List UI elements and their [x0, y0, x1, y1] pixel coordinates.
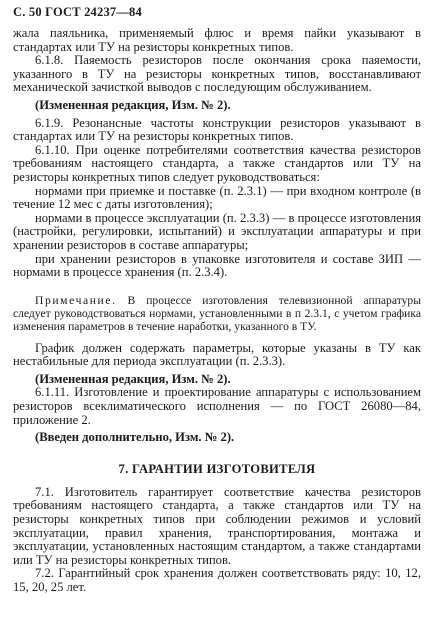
- paragraph-6-1-10: 6.1.10. При оценке потребителями соответствия качества резисторов требованиям настоящего стандарта, а также стандартов или ТУ на резисторы конкретных типов следует руководствоваться:: [13, 142, 421, 184]
- section-7-title: 7. ГАРАНТИИ ИЗГОТОВИТЕЛЯ: [118, 461, 316, 476]
- list-item-storage-norms: при хранении резисторов в упаковке изготовителя и составе ЗИП — нормами в процессе хранения (п. 2.3.4).: [13, 251, 421, 280]
- paragraph-graph: График должен содержать параметры, которые указаны в ТУ как нестабильные для периода эксплуатации (п. 2.3.3).: [13, 340, 421, 369]
- paragraph-7-1: 7.1. Изготовитель гарантирует соответствие качества резисторов требованиям настоящего стандарта, а также стандартов или ТУ на резисторы конкретных типов при соблюдении режимов и условий эксплуатации, правил хранения, транспортирования, монтажа и эксплуатации, установленных настоящим стандартом, а также стандартами или ТУ на резисторы конкретных типов.: [13, 484, 421, 567]
- note-text: В процессе изготовления телевизионной аппаратуры следует руководствоваться нормами, установленными в п 2.3.1, с учетом графика изменения параметров в течение наработки, указанного в ТУ.: [13, 293, 421, 333]
- document-page: [13, 5, 421, 595]
- list-item-operation-norms: нормами в процессе эксплуатации (п. 2.3.3) — в процессе изготовления (настройки, регулировки, испытаний) и эксплуатации аппаратуры и при хранении резисторов в составе аппаратуры;: [13, 210, 421, 252]
- page-header: С. 50 ГОСТ 24237—84: [13, 5, 142, 19]
- list-item-acceptance-norms: нормами при приемке и поставке (п. 2.3.1) — при входном контроле (в течение 12 мес с даты изготовления);: [13, 183, 421, 212]
- paragraph-6-1-11: 6.1.11. Изготовление и проектирование аппаратуры с использованием резисторов всеклиматического исполнения — по ГОСТ 26080—84, приложение 2.: [13, 385, 421, 427]
- edit-note-1: (Измененная редакция, Изм. № 2).: [35, 97, 231, 112]
- paragraph-6-1-9: 6.1.9. Резонансные частоты конструкции резисторов указывают в стандартах или ТУ на резисторы конкретных типов.: [13, 115, 421, 144]
- paragraph-7-2: 7.2. Гарантийный срок хранения должен соответствовать ряду: 10, 12, 15, 20, 25 лет.: [13, 566, 421, 594]
- paragraph-6-1-8: 6.1.8. Паяемость резисторов после окончания срока паяемости, указанного в ТУ на резисторы конкретных типов, восстанавливают механической зачисткой выводов с последующим обслуживанием.: [13, 53, 421, 95]
- note-label: Примечание.: [35, 293, 117, 307]
- note-block: [13, 294, 421, 333]
- edit-note-2: (Измененная редакция, Изм. № 2).: [35, 371, 231, 386]
- added-note: (Введен дополнительно, Изм. № 2).: [35, 430, 235, 445]
- paragraph-soldering-continuation: жала паяльника, применяемый флюс и время пайки указывают в стандартах или ТУ на резисторы конкретных типов.: [13, 26, 421, 54]
